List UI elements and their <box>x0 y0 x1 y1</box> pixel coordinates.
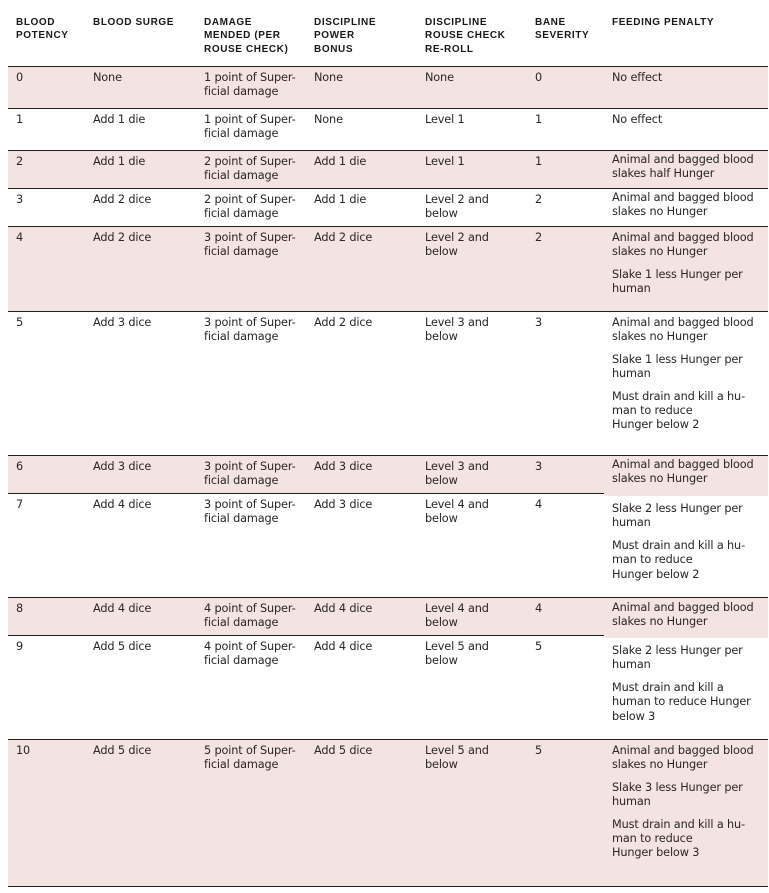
cell-bane-severity: 5 <box>535 744 543 757</box>
cell-damage-mended: 1 point of Super- ficial damage <box>204 71 296 99</box>
cell-damage-mended: 3 point of Super- ficial damage <box>204 498 296 526</box>
feeding-penalty-paragraph: Animal and bagged blood slakes half Hunger <box>612 153 754 181</box>
cell-damage-mended: 3 point of Super- ficial damage <box>204 460 296 488</box>
feeding-penalty-text <box>612 231 762 297</box>
table-row <box>8 739 604 887</box>
feeding-penalty-paragraph: No effect <box>612 113 663 126</box>
header-blood-potency: BLOOD POTENCY <box>16 17 69 42</box>
cell-damage-mended: 4 point of Super- ficial damage <box>204 640 296 668</box>
cell-blood-surge: Add 4 dice <box>93 498 152 511</box>
cell-discipline-power-bonus: Add 2 dice <box>314 316 373 329</box>
feeding-penalty-paragraph: Animal and bagged blood slakes no Hunger <box>612 231 754 259</box>
feeding-penalty-paragraph: Slake 2 less Hunger per human <box>612 644 743 672</box>
feeding-penalty-text <box>612 458 762 487</box>
cell-discipline-power-bonus: None <box>314 113 343 126</box>
feeding-penalty-text <box>612 502 762 582</box>
header-discipline-power-bonus: DISCIPLINE POWER BONUS <box>314 17 377 55</box>
cell-rouse-reroll: Level 4 and below <box>425 498 489 526</box>
cell-rouse-reroll: Level 5 and below <box>425 640 489 668</box>
cell-blood-potency: 6 <box>16 460 24 473</box>
feeding-penalty-paragraph: Animal and bagged blood slakes no Hunger <box>612 458 754 486</box>
cell-bane-severity: 2 <box>535 193 543 206</box>
feeding-penalty-paragraph: Must drain and kill a human to reduce Hunger below 3 <box>612 680 751 723</box>
cell-damage-mended: 2 point of Super- ficial damage <box>204 155 296 183</box>
cell-blood-surge: Add 2 dice <box>93 231 152 244</box>
header-feeding-penalty: FEEDING PENALTY <box>612 17 715 28</box>
cell-rouse-reroll: Level 5 and below <box>425 744 489 772</box>
cell-discipline-power-bonus: Add 1 die <box>314 155 367 168</box>
cell-damage-mended: 3 point of Super- ficial damage <box>204 231 296 259</box>
cell-rouse-reroll: Level 3 and below <box>425 460 489 488</box>
feeding-penalty-paragraph: Animal and bagged blood slakes no Hunger <box>612 744 754 772</box>
cell-blood-potency: 4 <box>16 231 24 244</box>
cell-damage-mended: 1 point of Super- ficial damage <box>204 113 296 141</box>
cell-bane-severity: 0 <box>535 71 543 84</box>
cell-blood-potency: 9 <box>16 640 24 653</box>
cell-bane-severity: 4 <box>535 498 543 511</box>
feeding-penalty-paragraph: Slake 3 less Hunger per human <box>612 780 743 809</box>
table-row <box>8 311 604 455</box>
feeding-penalty-paragraph: Slake 2 less Hunger per human <box>612 502 743 530</box>
feeding-penalty-paragraph: No effect <box>612 71 663 84</box>
cell-bane-severity: 4 <box>535 602 543 615</box>
feeding-penalty-paragraph: Animal and bagged blood slakes no Hunger <box>612 601 754 629</box>
cell-discipline-power-bonus: Add 3 dice <box>314 498 373 511</box>
header-bane-severity: BANE SEVERITY <box>535 17 590 42</box>
feeding-penalty-text <box>612 644 762 724</box>
feeding-penalty-text <box>612 153 762 182</box>
cell-discipline-power-bonus: Add 5 dice <box>314 744 373 757</box>
cell-damage-mended: 2 point of Super- ficial damage <box>204 193 296 221</box>
cell-blood-surge: Add 5 dice <box>93 744 152 757</box>
header-discipline-rouse-reroll: DISCIPLINE ROUSE CHECK RE-ROLL <box>425 17 506 55</box>
feeding-penalty-text <box>612 191 762 220</box>
header-blood-surge: BLOOD SURGE <box>93 17 175 28</box>
cell-damage-mended: 4 point of Super- ficial damage <box>204 602 296 630</box>
cell-blood-potency: 1 <box>16 113 24 126</box>
cell-blood-potency: 0 <box>16 71 24 84</box>
cell-bane-severity: 3 <box>535 316 543 329</box>
feeding-penalty-text <box>612 316 762 433</box>
feeding-penalty-paragraph: Must drain and kill a hu- man to reduce Hunger below 3 <box>612 817 745 860</box>
feeding-penalty-text <box>612 601 762 630</box>
cell-rouse-reroll: Level 4 and below <box>425 602 489 630</box>
cell-discipline-power-bonus: Add 4 dice <box>314 602 373 615</box>
cell-blood-surge: Add 2 dice <box>93 193 152 206</box>
cell-blood-potency: 10 <box>16 744 31 757</box>
cell-discipline-power-bonus: Add 4 dice <box>314 640 373 653</box>
cell-blood-potency: 8 <box>16 602 24 615</box>
cell-blood-potency: 7 <box>16 498 24 511</box>
cell-blood-surge: Add 4 dice <box>93 602 152 615</box>
cell-blood-potency: 3 <box>16 193 24 206</box>
cell-blood-surge: Add 5 dice <box>93 640 152 653</box>
feeding-penalty-paragraph: Must drain and kill a hu- man to reduce Hunger below 2 <box>612 389 745 432</box>
cell-rouse-reroll: Level 2 and below <box>425 231 489 259</box>
cell-discipline-power-bonus: None <box>314 71 343 84</box>
feeding-penalty-paragraph: Slake 1 less Hunger per human <box>612 267 743 296</box>
cell-discipline-power-bonus: Add 3 dice <box>314 460 373 473</box>
feeding-penalty-paragraph: Must drain and kill a hu- man to reduce Hunger below 2 <box>612 538 745 581</box>
cell-blood-potency: 2 <box>16 155 24 168</box>
cell-bane-severity: 3 <box>535 460 543 473</box>
cell-blood-surge: Add 1 die <box>93 113 146 126</box>
cell-blood-surge: Add 1 die <box>93 155 146 168</box>
cell-blood-surge: Add 3 dice <box>93 460 152 473</box>
header-damage-mended: DAMAGE MENDED (PER ROUSE CHECK) <box>204 17 289 55</box>
cell-rouse-reroll: Level 1 <box>425 155 465 168</box>
cell-discipline-power-bonus: Add 2 dice <box>314 231 373 244</box>
feeding-penalty-text <box>612 71 762 85</box>
cell-damage-mended: 3 point of Super- ficial damage <box>204 316 296 344</box>
cell-blood-potency: 5 <box>16 316 24 329</box>
feeding-penalty-paragraph: Animal and bagged blood slakes no Hunger <box>612 191 754 219</box>
cell-rouse-reroll: Level 1 <box>425 113 465 126</box>
cell-rouse-reroll: None <box>425 71 454 84</box>
cell-bane-severity: 5 <box>535 640 543 653</box>
cell-bane-severity: 1 <box>535 155 543 168</box>
cell-rouse-reroll: Level 3 and below <box>425 316 489 344</box>
cell-blood-surge: None <box>93 71 122 84</box>
table-bottom-rule <box>8 886 768 887</box>
cell-discipline-power-bonus: Add 1 die <box>314 193 367 206</box>
cell-damage-mended: 5 point of Super- ficial damage <box>204 744 296 772</box>
feeding-penalty-text <box>612 744 762 861</box>
feeding-penalty-paragraph: Animal and bagged blood slakes no Hunger <box>612 316 754 344</box>
feeding-penalty-text <box>612 113 762 127</box>
cell-bane-severity: 2 <box>535 231 543 244</box>
cell-rouse-reroll: Level 2 and below <box>425 193 489 221</box>
feeding-penalty-paragraph: Slake 1 less Hunger per human <box>612 352 743 381</box>
cell-blood-surge: Add 3 dice <box>93 316 152 329</box>
cell-bane-severity: 1 <box>535 113 543 126</box>
